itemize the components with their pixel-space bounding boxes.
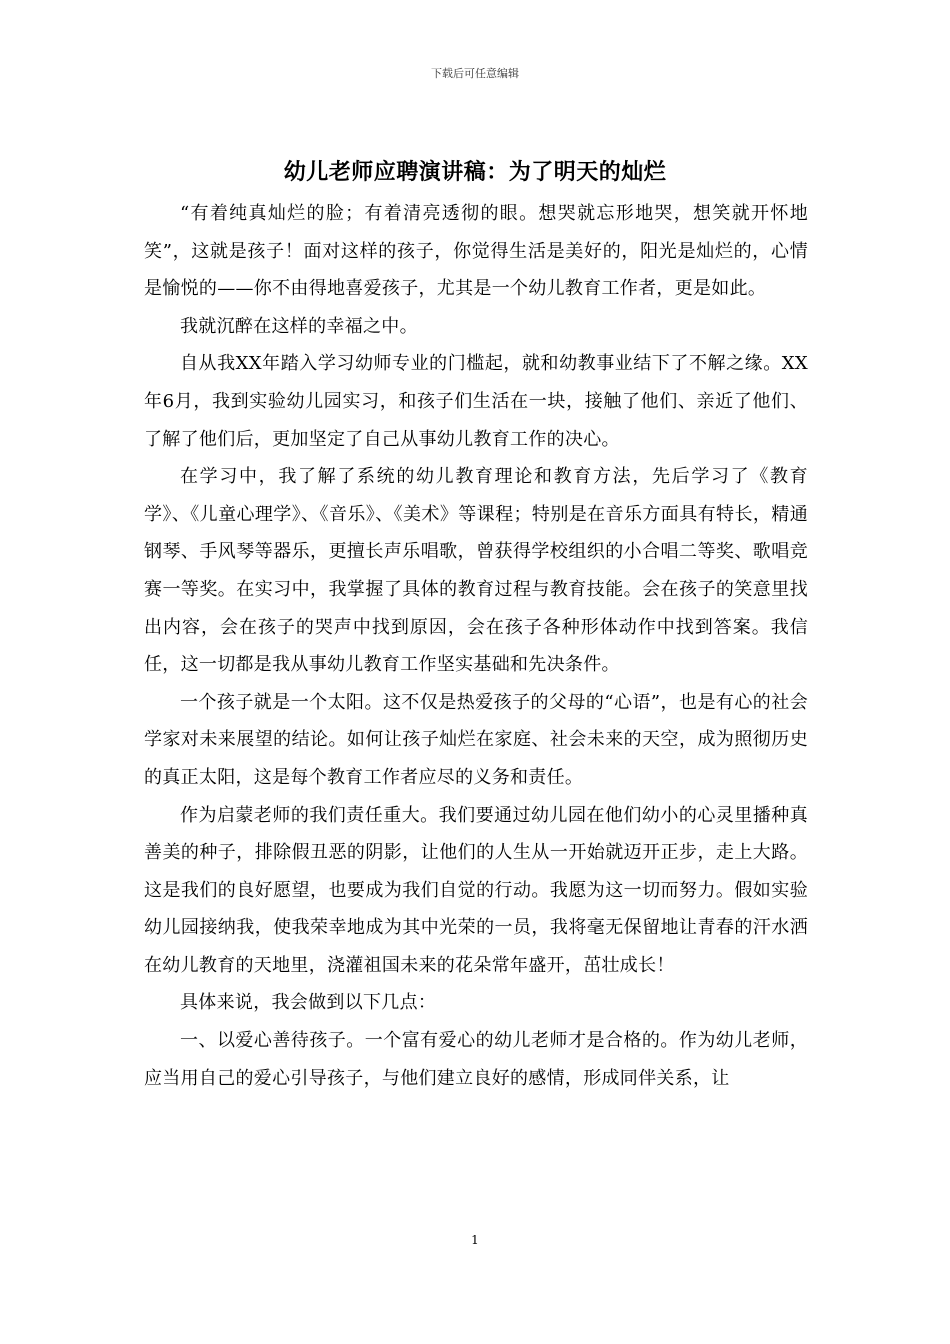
body-paragraph: 一个孩子就是一个太阳。这不仅是热爱孩子的父母的“心语”，也是有心的社会学家对未来展望的结论。如何让孩子灿烂在家庭、社会未来的天空，成为照彻历史的真正太阳，这是每个教育工作者应尽的义务和责任。	[144, 691, 808, 788]
document-body	[144, 195, 808, 1097]
header-note: 下载后可任意编辑	[431, 67, 519, 80]
body-paragraph: “有着纯真灿烂的脸；有着清亮透彻的眼。想哭就忘形地哭，想笑就开怀地笑”，这就是孩子！面对这样的孩子，你觉得生活是美好的，阳光是灿烂的，心情是愉悦的——你不由得地喜爱孩子，尤其是一个幼儿教育工作者，更是如此。	[144, 203, 808, 300]
body-paragraph: 作为启蒙老师的我们责任重大。我们要通过幼儿园在他们幼小的心灵里播种真善美的种子，排除假丑恶的阴影，让他们的人生从一开始就迈开正步，走上大路。这是我们的良好愿望，也要成为我们自觉的行动。我愿为这一切而努力。假如实验幼儿园接纳我，使我荣幸地成为其中光荣的一员，我将毫无保留地让青春的汗水洒在幼儿教育的天地里，浇灌祖国未来的花朵常年盛开，茁壮成长！	[144, 804, 808, 976]
body-paragraph: 在学习中，我了解了系统的幼儿教育理论和教育方法，先后学习了《教育学》、《儿童心理学》、《音乐》、《美术》等课程；特别是在音乐方面具有特长，精通钢琴、手风琴等器乐，更擅长声乐唱歌，曾获得学校组织的小合唱二等奖、歌唱竞赛一等奖。在实习中，我掌握了具体的教育过程与教育技能。会在孩子的笑意里找出内容，会在孩子的哭声中找到原因，会在孩子各种形体动作中找到答案。我信任，这一切都是我从事幼儿教育工作坚实基础和先决条件。	[144, 466, 808, 676]
body-paragraph: 自从我XX年踏入学习幼师专业的门槛起，就和幼教事业结下了不解之缘。XX年6月，我到实验幼儿园实习，和孩子们生活在一块，接触了他们、亲近了他们、了解了他们后，更加坚定了自己从事幼儿教育工作的决心。	[144, 353, 808, 450]
body-paragraph: 一、以爱心善待孩子。一个富有爱心的幼儿老师才是合格的。作为幼儿老师，应当用自己的爱心引导孩子，与他们建立良好的感情，形成同伴关系，让	[144, 1030, 808, 1089]
document-title: 幼儿老师应聘演讲稿：为了明天的灿烂	[283, 159, 667, 185]
page-number: 1	[471, 1233, 479, 1247]
body-paragraph: 我就沉醉在这样的幸福之中。	[180, 315, 418, 337]
body-paragraph: 具体来说，我会做到以下几点：	[180, 992, 437, 1014]
